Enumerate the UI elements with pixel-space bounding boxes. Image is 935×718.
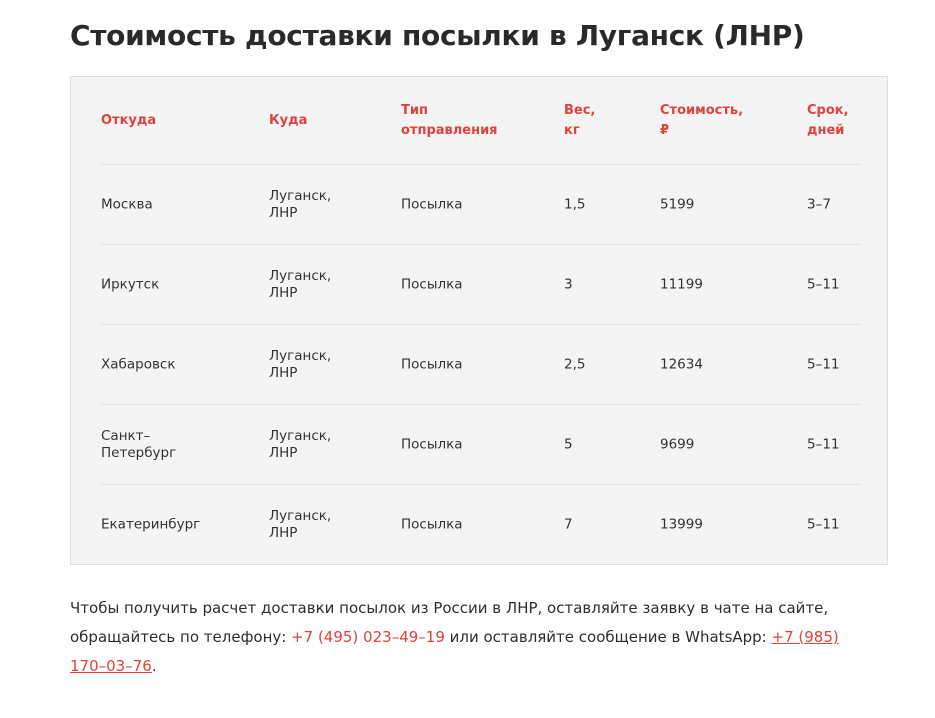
cell-from	[101, 517, 261, 534]
pricing-table	[70, 76, 888, 565]
cell-line: ЛНР	[269, 364, 298, 381]
phone-link-1[interactable]: +7 (495) 023–49–19	[291, 628, 445, 646]
cell-line: Луганск,	[269, 187, 332, 204]
cell-term: 5–11	[807, 436, 840, 452]
cell-line: дней	[807, 122, 845, 138]
cell-line: Куда	[269, 112, 308, 128]
cell-term: 5–11	[807, 356, 840, 372]
cell-cost: 9699	[660, 436, 695, 452]
cell-line: ₽	[660, 122, 670, 138]
cell-term: 3–7	[807, 196, 831, 212]
cell-from	[101, 428, 261, 462]
cell-line: Вес,	[564, 102, 596, 118]
note-text-1: Чтобы получить расчет доставки посылок из России в ЛНР, оставляйте заявку в чате на сайте, обращайтесь по телефону:	[70, 599, 829, 646]
cell-weight: 2,5	[564, 356, 586, 372]
cell-from	[101, 276, 261, 293]
cell-weight: 7	[564, 516, 573, 533]
cell-type: Посылка	[401, 196, 463, 212]
cell-line: Тип	[401, 102, 428, 118]
contact-note	[70, 594, 870, 681]
page-title: Стоимость доставки посылки в Луганск (ЛНР)	[70, 19, 805, 52]
cell-cost: 5199	[660, 196, 695, 212]
table-header-row	[101, 77, 860, 165]
cell-type: Посылка	[401, 356, 463, 372]
cell-term: 5–11	[807, 516, 840, 533]
cell-type: Посылка	[401, 276, 463, 292]
cell-line: ЛНР	[269, 284, 298, 301]
cell-line: кг	[564, 122, 580, 138]
cell-line: Иркутск	[101, 276, 160, 292]
cell-weight: 5	[564, 436, 573, 452]
cell-line: Луганск,	[269, 267, 332, 284]
cell-to	[269, 348, 379, 382]
cell-line: Екатеринбург	[101, 516, 201, 533]
cell-line: Луганск,	[269, 508, 332, 524]
table-row	[101, 485, 860, 565]
header-type	[401, 101, 551, 141]
table-body	[101, 77, 860, 565]
cell-type: Посылка	[401, 436, 463, 452]
cell-cost: 13999	[660, 516, 703, 533]
table-row	[101, 405, 860, 485]
cell-line: Хабаровск	[101, 356, 176, 372]
note-text-2: или оставляйте сообщение в WhatsApp:	[444, 628, 772, 646]
cell-from	[101, 196, 261, 213]
header-cost	[660, 101, 780, 141]
cell-line: Санкт–	[101, 427, 151, 444]
cell-weight: 3	[564, 276, 573, 292]
cell-line: ЛНР	[269, 204, 298, 221]
cell-line: Стоимость,	[660, 102, 744, 118]
cell-term: 5–11	[807, 276, 840, 292]
cell-type: Посылка	[401, 516, 463, 533]
cell-line: Москва	[101, 196, 153, 212]
cell-to	[269, 268, 379, 302]
header-term	[807, 101, 867, 141]
cell-line: ЛНР	[269, 525, 298, 541]
cell-line: Срок,	[807, 102, 849, 118]
cell-line: ЛНР	[269, 444, 298, 461]
table-row	[101, 325, 860, 405]
cell-line: Луганск,	[269, 427, 332, 444]
whatsapp-phone-link[interactable]: +7 (985) 170–03–76	[70, 628, 839, 675]
cell-line: отправления	[401, 122, 498, 138]
cell-to	[269, 188, 379, 222]
cell-weight: 1,5	[564, 196, 586, 212]
cell-from	[101, 356, 261, 373]
cell-cost: 11199	[660, 276, 703, 292]
cell-line: Петербург	[101, 444, 177, 461]
cell-line: Откуда	[101, 112, 157, 128]
note-text-3: .	[151, 657, 157, 675]
cell-to	[269, 508, 379, 542]
cell-line: Луганск,	[269, 347, 332, 364]
header-to	[269, 111, 379, 131]
table-row	[101, 245, 860, 325]
header-from	[101, 111, 261, 131]
cell-to	[269, 428, 379, 462]
table-row	[101, 165, 860, 245]
header-weight	[564, 101, 624, 141]
cell-cost: 12634	[660, 356, 703, 372]
